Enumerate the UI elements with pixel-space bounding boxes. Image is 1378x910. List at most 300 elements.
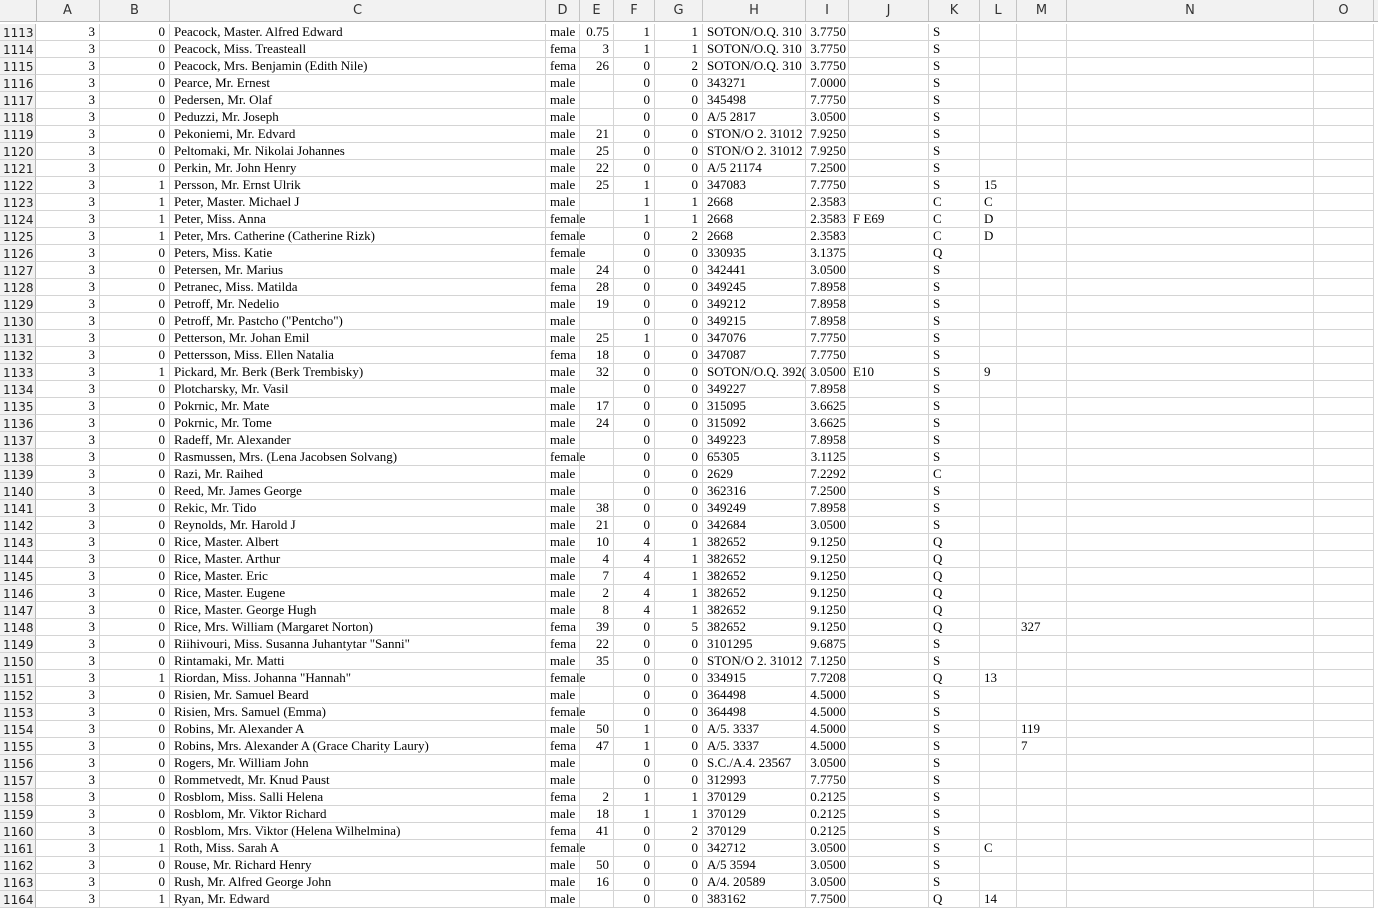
cell-b[interactable]: 0 (100, 857, 170, 874)
cell-c[interactable]: Petroff, Mr. Nedelio (170, 296, 546, 313)
cell-c[interactable]: Peacock, Mrs. Benjamin (Edith Nile) (170, 58, 546, 75)
cell-k[interactable]: Q (929, 619, 980, 636)
cell-o[interactable] (1314, 551, 1374, 568)
cell-g[interactable]: 0 (655, 330, 703, 347)
cell-e[interactable]: 41 (580, 823, 614, 840)
cell-n[interactable] (1067, 449, 1314, 466)
cell-c[interactable]: Peltomaki, Mr. Nikolai Johannes (170, 143, 546, 160)
cell-m[interactable] (1017, 568, 1067, 585)
cell-a[interactable]: 3 (36, 721, 100, 738)
cell-d[interactable]: male (546, 109, 580, 126)
cell-k[interactable]: S (929, 721, 980, 738)
row-header[interactable]: 1161 (0, 840, 36, 857)
cell-l[interactable] (980, 857, 1017, 874)
cell-d[interactable]: male (546, 772, 580, 789)
cell-n[interactable] (1067, 670, 1314, 687)
cell-a[interactable]: 3 (36, 58, 100, 75)
cell-c[interactable]: Rice, Master. George Hugh (170, 602, 546, 619)
cell-g[interactable]: 0 (655, 857, 703, 874)
cell-c[interactable]: Robins, Mrs. Alexander A (Grace Charity Laury) (170, 738, 546, 755)
cell-n[interactable] (1067, 857, 1314, 874)
cell-e[interactable]: 2 (580, 585, 614, 602)
cell-b[interactable]: 0 (100, 483, 170, 500)
cell-c[interactable]: Peters, Miss. Katie (170, 245, 546, 262)
cell-m[interactable] (1017, 636, 1067, 653)
cell-o[interactable] (1314, 126, 1374, 143)
cell-a[interactable]: 3 (36, 126, 100, 143)
cell-n[interactable] (1067, 500, 1314, 517)
cell-n[interactable] (1067, 483, 1314, 500)
row-header[interactable]: 1164 (0, 891, 36, 908)
cell-m[interactable] (1017, 806, 1067, 823)
cell-o[interactable] (1314, 41, 1374, 58)
cell-n[interactable] (1067, 840, 1314, 857)
cell-a[interactable]: 3 (36, 262, 100, 279)
cell-b[interactable]: 0 (100, 874, 170, 891)
row-header[interactable]: 1159 (0, 806, 36, 823)
cell-d[interactable]: male (546, 721, 580, 738)
cell-b[interactable]: 0 (100, 772, 170, 789)
cell-d[interactable]: fema (546, 636, 580, 653)
cell-l[interactable] (980, 262, 1017, 279)
cell-e[interactable]: 18 (580, 347, 614, 364)
cell-l[interactable] (980, 92, 1017, 109)
cell-i[interactable]: 7.7500 (806, 891, 849, 908)
cell-d[interactable]: male (546, 585, 580, 602)
cell-o[interactable] (1314, 806, 1374, 823)
cell-o[interactable] (1314, 585, 1374, 602)
cell-l[interactable] (980, 160, 1017, 177)
row-header[interactable]: 1154 (0, 721, 36, 738)
cell-c[interactable]: Rush, Mr. Alfred George John (170, 874, 546, 891)
column-header-g[interactable]: G (655, 0, 703, 21)
cell-l[interactable] (980, 585, 1017, 602)
cell-k[interactable]: S (929, 262, 980, 279)
cell-d[interactable]: fema (546, 823, 580, 840)
cell-h[interactable]: 382652 (703, 534, 806, 551)
cell-m[interactable] (1017, 687, 1067, 704)
cell-l[interactable] (980, 551, 1017, 568)
cell-e[interactable]: 21 (580, 517, 614, 534)
cell-n[interactable] (1067, 704, 1314, 721)
cell-f[interactable]: 4 (614, 585, 655, 602)
cell-e[interactable] (580, 194, 614, 211)
cell-e[interactable]: 25 (580, 177, 614, 194)
cell-f[interactable]: 0 (614, 874, 655, 891)
cell-l[interactable] (980, 415, 1017, 432)
cell-i[interactable]: 3.7750 (806, 24, 849, 41)
cell-l[interactable] (980, 109, 1017, 126)
cell-h[interactable]: SOTON/O.Q. 310 (703, 41, 806, 58)
cell-b[interactable]: 1 (100, 670, 170, 687)
cell-m[interactable] (1017, 330, 1067, 347)
cell-h[interactable]: 362316 (703, 483, 806, 500)
cell-i[interactable]: 4.5000 (806, 721, 849, 738)
cell-o[interactable] (1314, 857, 1374, 874)
cell-a[interactable]: 3 (36, 364, 100, 381)
cell-b[interactable]: 0 (100, 500, 170, 517)
row-header[interactable]: 1148 (0, 619, 36, 636)
cell-h[interactable]: 315095 (703, 398, 806, 415)
cell-o[interactable] (1314, 568, 1374, 585)
cell-d[interactable]: male (546, 755, 580, 772)
cell-e[interactable]: 50 (580, 857, 614, 874)
cell-b[interactable]: 0 (100, 279, 170, 296)
cell-f[interactable]: 1 (614, 211, 655, 228)
cell-m[interactable] (1017, 415, 1067, 432)
cell-e[interactable]: 2 (580, 789, 614, 806)
cell-j[interactable] (849, 228, 929, 245)
cell-m[interactable] (1017, 75, 1067, 92)
cell-g[interactable]: 0 (655, 891, 703, 908)
cell-a[interactable]: 3 (36, 24, 100, 41)
cell-o[interactable] (1314, 364, 1374, 381)
cell-j[interactable] (849, 432, 929, 449)
cell-b[interactable]: 0 (100, 721, 170, 738)
cell-h[interactable]: 382652 (703, 551, 806, 568)
cell-d[interactable]: male (546, 398, 580, 415)
cell-o[interactable] (1314, 160, 1374, 177)
cell-j[interactable] (849, 585, 929, 602)
cell-h[interactable]: SOTON/O.Q. 310 (703, 58, 806, 75)
cell-o[interactable] (1314, 347, 1374, 364)
cell-l[interactable] (980, 381, 1017, 398)
cell-l[interactable]: 15 (980, 177, 1017, 194)
cell-c[interactable]: Razi, Mr. Raihed (170, 466, 546, 483)
cell-k[interactable]: C (929, 211, 980, 228)
cell-d[interactable]: male (546, 653, 580, 670)
cell-d[interactable]: male (546, 177, 580, 194)
cell-f[interactable]: 0 (614, 398, 655, 415)
cell-k[interactable]: S (929, 296, 980, 313)
cell-k[interactable]: S (929, 364, 980, 381)
row-header[interactable]: 1131 (0, 330, 36, 347)
cell-i[interactable]: 9.1250 (806, 568, 849, 585)
cell-f[interactable]: 0 (614, 466, 655, 483)
cell-j[interactable] (849, 143, 929, 160)
cell-f[interactable]: 0 (614, 653, 655, 670)
cell-n[interactable] (1067, 24, 1314, 41)
cell-i[interactable]: 7.8958 (806, 313, 849, 330)
cell-e[interactable] (580, 245, 614, 262)
cell-e[interactable]: 22 (580, 160, 614, 177)
cell-h[interactable]: 349227 (703, 381, 806, 398)
cell-f[interactable]: 1 (614, 41, 655, 58)
cell-o[interactable] (1314, 653, 1374, 670)
cell-j[interactable] (849, 874, 929, 891)
column-header-n[interactable]: N (1067, 0, 1314, 21)
cell-j[interactable] (849, 160, 929, 177)
cell-e[interactable] (580, 466, 614, 483)
cell-j[interactable] (849, 517, 929, 534)
cell-b[interactable]: 0 (100, 24, 170, 41)
cell-m[interactable] (1017, 160, 1067, 177)
row-header[interactable]: 1156 (0, 755, 36, 772)
cell-a[interactable]: 3 (36, 568, 100, 585)
cell-l[interactable] (980, 772, 1017, 789)
cell-h[interactable]: 345498 (703, 92, 806, 109)
cell-e[interactable]: 21 (580, 126, 614, 143)
cell-a[interactable]: 3 (36, 194, 100, 211)
cell-e[interactable] (580, 432, 614, 449)
row-header[interactable]: 1139 (0, 466, 36, 483)
cell-c[interactable]: Peduzzi, Mr. Joseph (170, 109, 546, 126)
cell-e[interactable]: 50 (580, 721, 614, 738)
cell-a[interactable]: 3 (36, 653, 100, 670)
cell-h[interactable]: 370129 (703, 789, 806, 806)
cell-b[interactable]: 0 (100, 160, 170, 177)
cell-f[interactable]: 0 (614, 857, 655, 874)
cell-m[interactable] (1017, 211, 1067, 228)
cell-l[interactable] (980, 704, 1017, 721)
cell-d[interactable]: male (546, 143, 580, 160)
cell-b[interactable]: 0 (100, 585, 170, 602)
cell-l[interactable] (980, 75, 1017, 92)
cell-n[interactable] (1067, 653, 1314, 670)
column-header-l[interactable]: L (980, 0, 1017, 21)
cell-n[interactable] (1067, 636, 1314, 653)
cell-o[interactable] (1314, 228, 1374, 245)
cell-f[interactable]: 0 (614, 228, 655, 245)
cell-m[interactable] (1017, 755, 1067, 772)
cell-i[interactable]: 3.0500 (806, 517, 849, 534)
cell-b[interactable]: 1 (100, 177, 170, 194)
cell-i[interactable]: 0.2125 (806, 823, 849, 840)
row-header[interactable]: 1119 (0, 126, 36, 143)
cell-f[interactable]: 0 (614, 126, 655, 143)
cell-o[interactable] (1314, 75, 1374, 92)
cell-e[interactable] (580, 211, 614, 228)
cell-h[interactable]: 2668 (703, 194, 806, 211)
cell-k[interactable]: S (929, 160, 980, 177)
row-header[interactable]: 1155 (0, 738, 36, 755)
cell-e[interactable]: 47 (580, 738, 614, 755)
cell-i[interactable]: 9.1250 (806, 551, 849, 568)
cell-g[interactable]: 1 (655, 211, 703, 228)
cell-b[interactable]: 1 (100, 891, 170, 908)
cell-k[interactable]: C (929, 228, 980, 245)
cell-i[interactable]: 3.0500 (806, 755, 849, 772)
cell-g[interactable]: 0 (655, 636, 703, 653)
cell-c[interactable]: Rosblom, Mr. Viktor Richard (170, 806, 546, 823)
cell-h[interactable]: 349212 (703, 296, 806, 313)
cell-b[interactable]: 0 (100, 789, 170, 806)
row-header[interactable]: 1147 (0, 602, 36, 619)
cell-n[interactable] (1067, 772, 1314, 789)
cell-d[interactable]: female (546, 449, 580, 466)
cell-d[interactable]: female (546, 840, 580, 857)
cell-j[interactable] (849, 687, 929, 704)
cell-l[interactable] (980, 500, 1017, 517)
cell-l[interactable] (980, 24, 1017, 41)
cell-o[interactable] (1314, 755, 1374, 772)
cell-b[interactable]: 0 (100, 330, 170, 347)
cell-j[interactable] (849, 194, 929, 211)
cell-d[interactable]: male (546, 551, 580, 568)
cell-n[interactable] (1067, 194, 1314, 211)
cell-j[interactable] (849, 789, 929, 806)
cell-g[interactable]: 2 (655, 823, 703, 840)
cell-e[interactable]: 19 (580, 296, 614, 313)
cell-g[interactable]: 0 (655, 415, 703, 432)
cell-n[interactable] (1067, 534, 1314, 551)
cell-o[interactable] (1314, 432, 1374, 449)
cell-m[interactable] (1017, 313, 1067, 330)
cell-g[interactable]: 0 (655, 704, 703, 721)
cell-i[interactable]: 3.0500 (806, 109, 849, 126)
cell-h[interactable]: 334915 (703, 670, 806, 687)
row-header[interactable]: 1126 (0, 245, 36, 262)
row-header[interactable]: 1158 (0, 789, 36, 806)
cell-e[interactable]: 3 (580, 41, 614, 58)
cell-l[interactable] (980, 330, 1017, 347)
cell-b[interactable]: 0 (100, 755, 170, 772)
cell-j[interactable] (849, 41, 929, 58)
cell-a[interactable]: 3 (36, 670, 100, 687)
cell-j[interactable] (849, 653, 929, 670)
cell-j[interactable] (849, 24, 929, 41)
cell-o[interactable] (1314, 177, 1374, 194)
cell-m[interactable] (1017, 653, 1067, 670)
cell-k[interactable]: S (929, 126, 980, 143)
cell-e[interactable]: 32 (580, 364, 614, 381)
cell-f[interactable]: 1 (614, 806, 655, 823)
cell-c[interactable]: Petroff, Mr. Pastcho ("Pentcho") (170, 313, 546, 330)
cell-h[interactable]: 343271 (703, 75, 806, 92)
cell-i[interactable]: 2.3583 (806, 211, 849, 228)
cell-l[interactable] (980, 755, 1017, 772)
cell-f[interactable]: 4 (614, 602, 655, 619)
cell-l[interactable] (980, 347, 1017, 364)
cell-i[interactable]: 7.0000 (806, 75, 849, 92)
row-header[interactable]: 1146 (0, 585, 36, 602)
cell-k[interactable]: Q (929, 585, 980, 602)
cell-f[interactable]: 0 (614, 670, 655, 687)
cell-j[interactable] (849, 704, 929, 721)
cell-e[interactable] (580, 755, 614, 772)
cell-g[interactable]: 1 (655, 534, 703, 551)
cell-j[interactable] (849, 806, 929, 823)
cell-f[interactable]: 0 (614, 279, 655, 296)
cell-e[interactable]: 4 (580, 551, 614, 568)
cell-c[interactable]: Peacock, Miss. Treasteall (170, 41, 546, 58)
cell-m[interactable] (1017, 704, 1067, 721)
cell-k[interactable]: S (929, 313, 980, 330)
row-header[interactable]: 1113 (0, 24, 36, 41)
cell-l[interactable] (980, 619, 1017, 636)
cell-d[interactable]: male (546, 517, 580, 534)
cell-k[interactable]: S (929, 483, 980, 500)
cell-g[interactable]: 0 (655, 364, 703, 381)
row-header[interactable]: 1149 (0, 636, 36, 653)
cell-b[interactable]: 0 (100, 806, 170, 823)
cell-n[interactable] (1067, 313, 1314, 330)
cell-f[interactable]: 0 (614, 364, 655, 381)
cell-o[interactable] (1314, 24, 1374, 41)
cell-d[interactable]: male (546, 466, 580, 483)
cell-j[interactable] (849, 840, 929, 857)
cell-l[interactable] (980, 517, 1017, 534)
cell-e[interactable] (580, 313, 614, 330)
cell-e[interactable] (580, 891, 614, 908)
cell-d[interactable]: fema (546, 58, 580, 75)
cell-h[interactable]: 2668 (703, 228, 806, 245)
cell-n[interactable] (1067, 75, 1314, 92)
cell-i[interactable]: 7.8958 (806, 500, 849, 517)
cell-a[interactable]: 3 (36, 755, 100, 772)
cell-b[interactable]: 0 (100, 245, 170, 262)
cell-m[interactable] (1017, 364, 1067, 381)
cell-n[interactable] (1067, 262, 1314, 279)
cell-n[interactable] (1067, 109, 1314, 126)
cell-c[interactable]: Risien, Mr. Samuel Beard (170, 687, 546, 704)
cell-h[interactable]: 382652 (703, 568, 806, 585)
cell-d[interactable]: fema (546, 619, 580, 636)
cell-c[interactable]: Pokrnic, Mr. Mate (170, 398, 546, 415)
cell-c[interactable]: Plotcharsky, Mr. Vasil (170, 381, 546, 398)
cell-f[interactable]: 1 (614, 194, 655, 211)
cell-i[interactable]: 3.7750 (806, 41, 849, 58)
cell-i[interactable]: 3.1375 (806, 245, 849, 262)
cell-g[interactable]: 0 (655, 483, 703, 500)
cell-g[interactable]: 0 (655, 381, 703, 398)
cell-o[interactable] (1314, 211, 1374, 228)
cell-j[interactable] (849, 279, 929, 296)
row-header[interactable]: 1117 (0, 92, 36, 109)
cell-l[interactable] (980, 126, 1017, 143)
cell-d[interactable]: male (546, 602, 580, 619)
cell-h[interactable]: A/4. 20589 (703, 874, 806, 891)
cell-f[interactable]: 1 (614, 789, 655, 806)
cell-e[interactable] (580, 109, 614, 126)
cell-j[interactable] (849, 466, 929, 483)
cell-d[interactable]: female (546, 704, 580, 721)
cell-c[interactable]: Reynolds, Mr. Harold J (170, 517, 546, 534)
cell-j[interactable] (849, 330, 929, 347)
cell-j[interactable] (849, 636, 929, 653)
cell-g[interactable]: 0 (655, 347, 703, 364)
cell-l[interactable] (980, 41, 1017, 58)
cell-h[interactable]: 312993 (703, 772, 806, 789)
cell-e[interactable] (580, 687, 614, 704)
cell-f[interactable]: 0 (614, 772, 655, 789)
cell-i[interactable]: 3.1125 (806, 449, 849, 466)
cell-h[interactable]: 342712 (703, 840, 806, 857)
cell-f[interactable]: 0 (614, 143, 655, 160)
cell-n[interactable] (1067, 381, 1314, 398)
cell-d[interactable]: fema (546, 279, 580, 296)
cell-o[interactable] (1314, 874, 1374, 891)
cell-a[interactable]: 3 (36, 211, 100, 228)
cell-j[interactable] (849, 602, 929, 619)
cell-f[interactable]: 0 (614, 296, 655, 313)
cell-n[interactable] (1067, 41, 1314, 58)
row-header[interactable]: 1132 (0, 347, 36, 364)
cell-n[interactable] (1067, 619, 1314, 636)
cell-c[interactable]: Peacock, Master. Alfred Edward (170, 24, 546, 41)
cell-a[interactable]: 3 (36, 602, 100, 619)
cell-a[interactable]: 3 (36, 449, 100, 466)
column-header-b[interactable]: B (100, 0, 170, 21)
cell-g[interactable]: 0 (655, 755, 703, 772)
cell-o[interactable] (1314, 500, 1374, 517)
cell-b[interactable]: 0 (100, 75, 170, 92)
cell-c[interactable]: Rosblom, Miss. Salli Helena (170, 789, 546, 806)
cell-k[interactable]: Q (929, 245, 980, 262)
cell-f[interactable]: 0 (614, 755, 655, 772)
cell-l[interactable] (980, 653, 1017, 670)
cell-e[interactable]: 38 (580, 500, 614, 517)
